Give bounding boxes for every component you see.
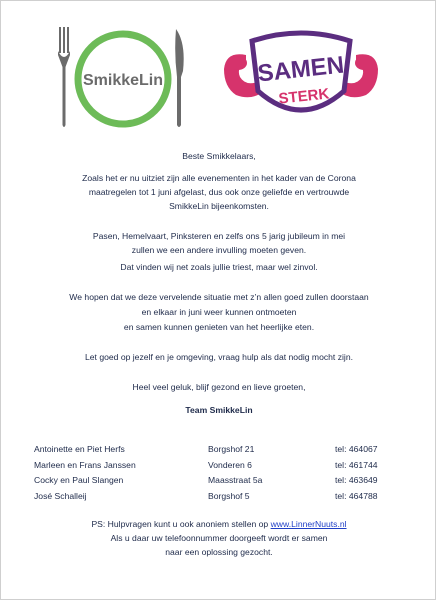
contact-name: Cocky en Paul Slangen [34,475,124,485]
contact-phone: tel: 464067 [335,444,378,454]
paragraph-2-line-3: Dat vinden wij net zoals jullie triest, maar wel zinvol. [120,262,318,272]
paragraph-3-line-1: We hopen dat we deze vervelende situatie met z’n allen goed zullen doorstaan [69,292,369,302]
contact-row [34,460,424,476]
paragraph-1-line-1: Zoals het er nu uitziet zijn alle evenementen in het kader van de Corona [82,173,356,183]
greeting: Beste Smikkelaars, [182,151,256,161]
contact-row [34,444,424,460]
contact-address: Vonderen 6 [208,459,252,470]
contact-row [34,491,424,507]
paragraph-2-line-1: Pasen, Hemelvaart, Pinksteren en zelfs ons 5 jarig jubileum in mei [92,231,346,241]
closing-line: Heel veel geluk, blijf gezond en lieve groeten, [132,382,306,392]
contact-name: Marleen en Frans Janssen [34,459,136,470]
fork-icon [58,27,70,127]
ps-line-3: naar een oplossing gezocht. [165,547,273,557]
contact-phone: tel: 463649 [335,475,378,485]
contacts-list [34,444,424,506]
ps-line-1 [1,518,436,531]
paragraph-1-line-3: SmikkeLin bijeenkomsten. [169,201,269,211]
contact-address: Maasstraat 5a [208,475,263,485]
smikkelin-logo [53,23,193,135]
contact-name: José Schalleij [34,490,87,501]
knife-icon [175,29,183,127]
contact-address: Borgshof 21 [208,444,255,454]
paragraph-3-line-3: en samen kunnen genieten van het heerlijke eten. [123,322,315,332]
contact-name: Antoinette en Piet Herfs [34,444,125,454]
paragraph-1-line-2: maatregelen tot 1 juni afgelast, dus ook onze geliefde en vertrouwde [88,187,350,197]
paragraph-4: Let goed op jezelf en je omgeving, vraag hulp als dat nodig mocht zijn. [84,352,353,362]
contact-phone: tel: 461744 [335,459,378,470]
website-link[interactable]: www.LinnerNuuts.nl [270,519,347,529]
signature: Team SmikkeLin [185,405,253,415]
ps-prefix: PS: Hulpvragen kunt u ook anoniem stellen op [91,519,271,529]
paragraph-3-line-2: en elkaar in juni weer kunnen ontmoeten [141,307,297,317]
contact-row [34,475,424,491]
sterk-text: STERK [277,85,331,108]
smikkelin-logo-text: SmikkeLin [82,72,164,89]
paragraph-2-line-2: zullen we een andere invulling moeten geven. [131,245,307,255]
ps-line-2: Als u daar uw telefoonnummer doorgeeft wordt er samen [110,533,328,543]
contact-phone: tel: 464788 [335,490,378,501]
contact-address: Borgshof 5 [208,490,250,501]
samen-sterk-logo [216,21,386,131]
samen-text: SAMEN [256,51,346,88]
